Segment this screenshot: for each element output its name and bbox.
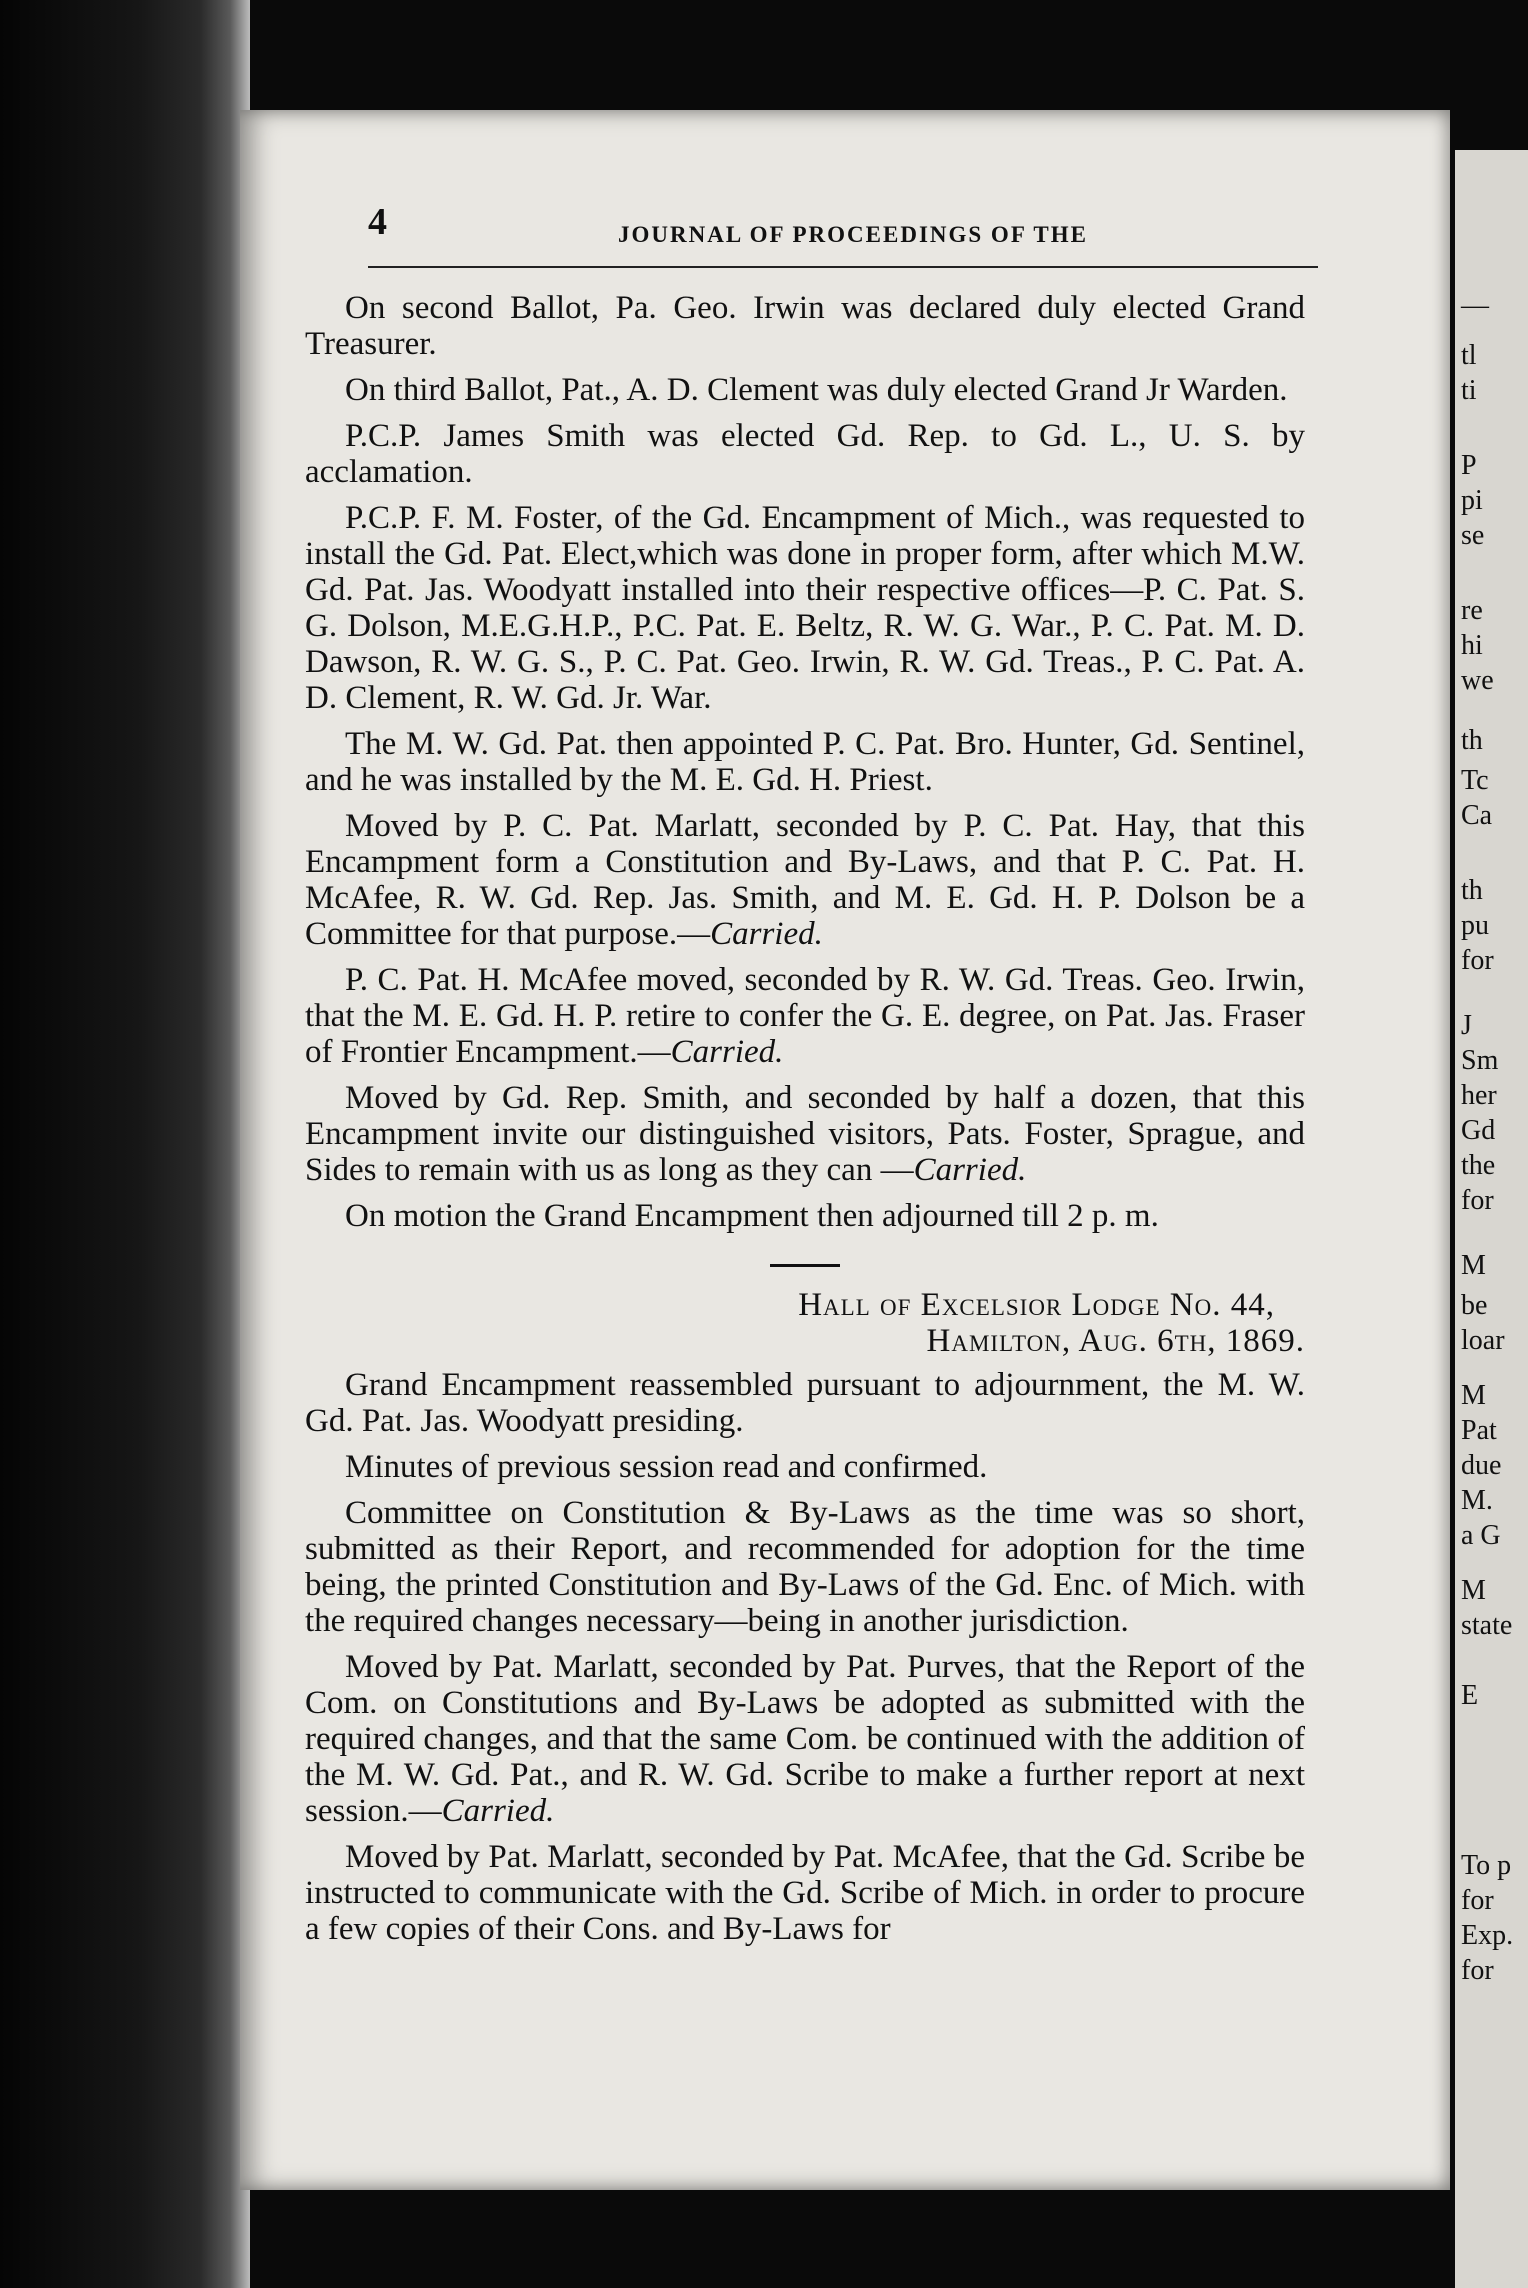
paragraph: On third Ballot, Pat., A. D. Clement was duly elected Grand Jr Warden. (345, 372, 1288, 408)
motion-paragraph: P. C. Pat. H. McAfee moved, seconded by R. W. Gd. Treas. Geo. Irwin, that the M. E. Gd. H. P. retire to confer the G. E. degree, on Pat. Jas. Fraser of Frontier Encampment.—Carried. (305, 962, 1305, 1070)
adjacent-page-strip (1455, 150, 1528, 2288)
adjacent-page-fragment: be (1461, 1290, 1488, 1321)
paragraph: The M. W. Gd. Pat. then appointed P. C. Pat. Bro. Hunter, Gd. Sentinel, and he was installed by the M. E. Gd. H. Priest. (305, 726, 1305, 798)
adjacent-page-fragment: ti (1461, 375, 1477, 406)
adjacent-page-fragment: pi (1461, 485, 1483, 516)
book-spine-shadow (0, 0, 250, 2288)
adjacent-page-fragment: state (1461, 1610, 1513, 1641)
paragraph: Minutes of previous session read and confirmed. (345, 1449, 988, 1485)
paragraph: P.C.P. F. M. Foster, of the Gd. Encampment of Mich., was requested to install the Gd. Pat. Elect,which was done in proper form, after which M.W. Gd. Pat. Jas. Woodyatt installed into their respective offices—P. C. Pat. S. G. Dolson, M.E.G.H.P., P.C. Pat. E. Beltz, R. W. G. War., P. C. Pat. M. D. Dawson, R. W. G. S., P. C. Pat. Geo. Irwin, R. W. Gd. Treas., P. C. Pat. A. D. Clement, R. W. Gd. Jr. War. (305, 500, 1305, 716)
motion-paragraph: Moved by P. C. Pat. Marlatt, seconded by P. C. Pat. Hay, that this Encampment form a Constitution and By-Laws, and that P. C. Pat. H. McAfee, R. W. Gd. Rep. Jas. Smith, and M. E. Gd. H. P. Dolson be a Committee for that purpose.—Carried. (305, 808, 1305, 952)
location-date: Hamilton, Aug. 6th, 1869. (926, 1323, 1305, 1359)
adjacent-page-fragment: we (1461, 665, 1494, 696)
motion-paragraph: Moved by Pat. Marlatt, seconded by Pat. McAfee, that the Gd. Scribe be instructed to communicate with the Gd. Scribe of Mich. in order to procure a few copies of their Cons. and By-Laws for (305, 1839, 1305, 1947)
adjacent-page-fragment: M (1461, 1380, 1486, 1411)
adjacent-page-fragment: for (1461, 945, 1494, 976)
adjacent-page-fragment: pu (1461, 910, 1489, 941)
header-rule (368, 266, 1318, 268)
carried-label: Carried. (913, 1152, 1027, 1188)
adjacent-page-fragment: loar (1461, 1325, 1505, 1356)
page-body (305, 290, 1305, 1957)
adjacent-page-fragment: due (1461, 1450, 1502, 1481)
running-head: JOURNAL OF PROCEEDINGS OF THE (618, 222, 1088, 247)
paragraph: Grand Encampment reassembled pursuant to adjournment, the M. W. Gd. Pat. Jas. Woodyatt presiding. (305, 1367, 1305, 1439)
adjacent-page-fragment: Exp. (1461, 1920, 1514, 1951)
adjacent-page-fragment: Pat (1461, 1415, 1497, 1446)
adjacent-page-fragment: M (1461, 1250, 1486, 1281)
adjacent-page-fragment: M. (1461, 1485, 1493, 1516)
adjacent-page-fragment: To p (1461, 1850, 1512, 1881)
adjacent-page-fragment: P (1461, 450, 1477, 481)
adjourn-paragraph: On motion the Grand Encampment then adjourned till 2 p. m. (345, 1198, 1159, 1234)
carried-label: Carried. (441, 1793, 555, 1829)
adjacent-page-fragment: th (1461, 725, 1483, 756)
adjacent-page-fragment: hi (1461, 630, 1483, 661)
carried-label: Carried. (670, 1034, 784, 1070)
paragraph: On second Ballot, Pa. Geo. Irwin was declared duly elected Grand Treasurer. (305, 290, 1305, 362)
adjacent-page-fragment: J (1461, 1010, 1472, 1041)
adjacent-page-fragment: her (1461, 1080, 1497, 1111)
adjacent-page-fragment: for (1461, 1185, 1494, 1216)
location-hall: Hall of Excelsior Lodge No. 44, (798, 1287, 1275, 1323)
adjacent-page-fragment: Ca (1461, 800, 1493, 831)
paragraph: P.C.P. James Smith was elected Gd. Rep. to Gd. L., U. S. by acclamation. (305, 418, 1305, 490)
adjacent-page-fragment: — (1461, 290, 1489, 321)
adjacent-page-fragment: re (1461, 595, 1483, 626)
adjacent-page-fragment: for (1461, 1885, 1494, 1916)
adjacent-page-fragment: Gd (1461, 1115, 1496, 1146)
adjacent-page-fragment: E (1461, 1680, 1479, 1711)
paragraph: Committee on Constitution & By-Laws as the time was so short, submitted as their Report, and recommended for adoption for the time being, the printed Constitution and By-Laws of the Gd. Enc. of Mich. with the required changes necessary—being in another jurisdiction. (305, 1495, 1305, 1639)
adjacent-page-fragment: a G (1461, 1520, 1501, 1551)
adjacent-page-fragment: the (1461, 1150, 1496, 1181)
adjacent-page-fragment: th (1461, 875, 1483, 906)
adjacent-page-fragment: Tc (1461, 765, 1489, 796)
motion-paragraph: Moved by Gd. Rep. Smith, and seconded by half a dozen, that this Encampment invite our distinguished visitors, Pats. Foster, Sprague, and Sides to remain with us as long as they can —Carried. (305, 1080, 1305, 1188)
page-header (368, 200, 1328, 260)
adjacent-page-fragment: se (1461, 520, 1485, 551)
adjacent-page-fragment: tl (1461, 340, 1477, 371)
motion-paragraph: Moved by Pat. Marlatt, seconded by Pat. Purves, that the Report of the Com. on Constitutions and By-Laws be adopted as submitted with the required changes, and that the same Com. be continued with the addition of the M. W. Gd. Pat., and R. W. Gd. Scribe to make a further report at next session.—Carried. (305, 1649, 1305, 1829)
adjacent-page-fragment: M (1461, 1575, 1486, 1606)
section-divider (770, 1264, 840, 1267)
page-number: 4 (368, 201, 387, 243)
adjacent-page-fragment: Sm (1461, 1045, 1499, 1076)
carried-label: Carried. (710, 916, 823, 952)
adjacent-page-fragment: for (1461, 1955, 1494, 1986)
